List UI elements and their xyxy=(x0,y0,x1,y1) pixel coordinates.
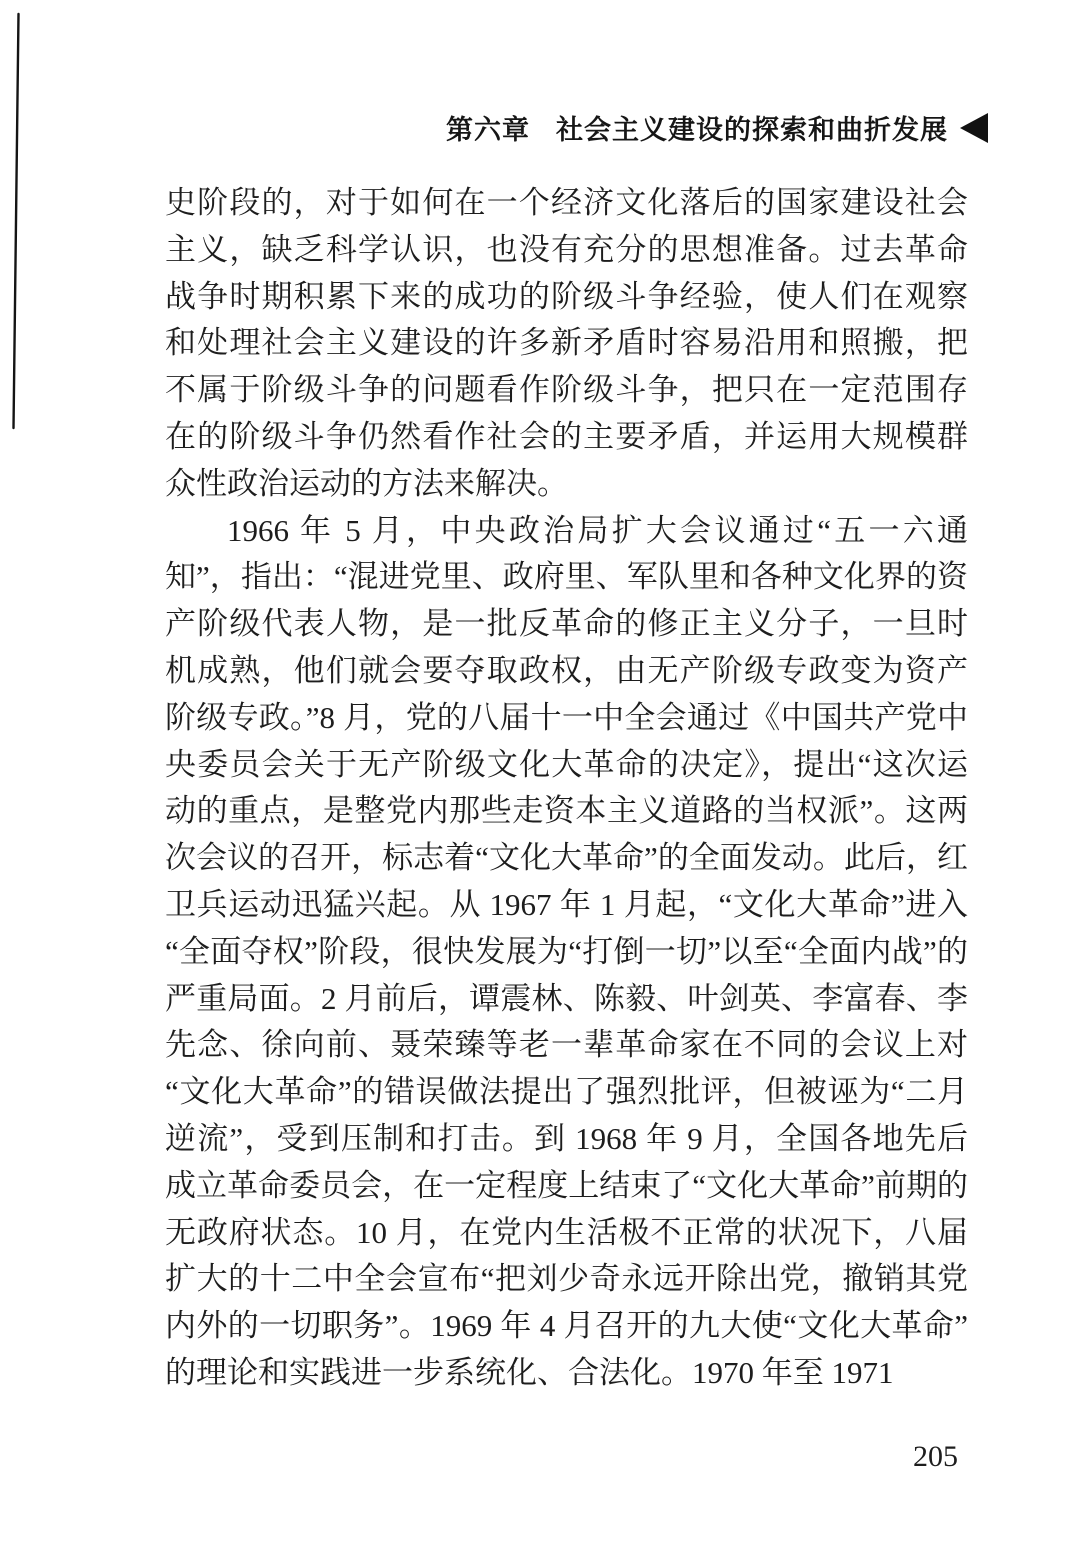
chapter-number: 第六章 xyxy=(446,115,530,146)
page-body xyxy=(165,180,968,1397)
chapter-header xyxy=(446,108,988,147)
left-triangle-icon xyxy=(960,113,988,143)
paragraph: 1966 年 5 月，中央政治局扩大会议通过“五一六通知”，指出：“混进党里、政府里、军队里和各种文化界的资产阶级代表人物，是一批反革命的修正主义分子，一旦时机成熟，他们就会要夺取政权，由无产阶级专政变为资产阶级专政。”8 月，党的八届十一中全会通过《中国共产党中央委员会关于无产阶级文化大革命的决定》，提出“这次运动的重点，是整党内那些走资本主义道路的当权派”。这两次会议的召开，标志着“文化大革命”的全面发动。此后，红卫兵运动迅猛兴起。从 1967 年 1 月起，“文化大革命”进入“全面夺权”阶段，很快发展为“打倒一切”以至“全面内战”的严重局面。2 月前后，谭震林、陈毅、叶剑英、李富春、李先念、徐向前、聂荣臻等老一辈革命家在不同的会议上对“文化大革命”的错误做法提出了强烈批评，但被诬为“二月逆流”，受到压制和打击。到 1968 年 9 月，全国各地先后成立革命委员会，在一定程度上结束了“文化大革命”前期的无政府状态。10 月，在党内生活极不正常的状况下，八届扩大的十二中全会宣布“把刘少奇永远开除出党，撤销其党内外的一切职务”。1969 年 4 月召开的九大使“文化大革命”的理论和实践进一步系统化、合法化。1970 年至 1971 xyxy=(165,512,968,1390)
page-number: 205 xyxy=(913,1440,958,1473)
scan-artifact-line xyxy=(0,0,40,450)
paragraph-continued: 史阶段的，对于如何在一个经济文化落后的国家建设社会主义，缺乏科学认识，也没有充分的思想准备。过去革命战争时期积累下来的成功的阶级斗争经验，使人们在观察和处理社会主义建设的许多新矛盾时容易沿用和照搬，把不属于阶级斗争的问题看作阶级斗争，把只在一定范围存在的阶级斗争仍然看作社会的主要矛盾，并运用大规模群众性政治运动的方法来解决。 xyxy=(165,185,968,501)
chapter-title: 社会主义建设的探索和曲折发展 xyxy=(556,115,948,146)
